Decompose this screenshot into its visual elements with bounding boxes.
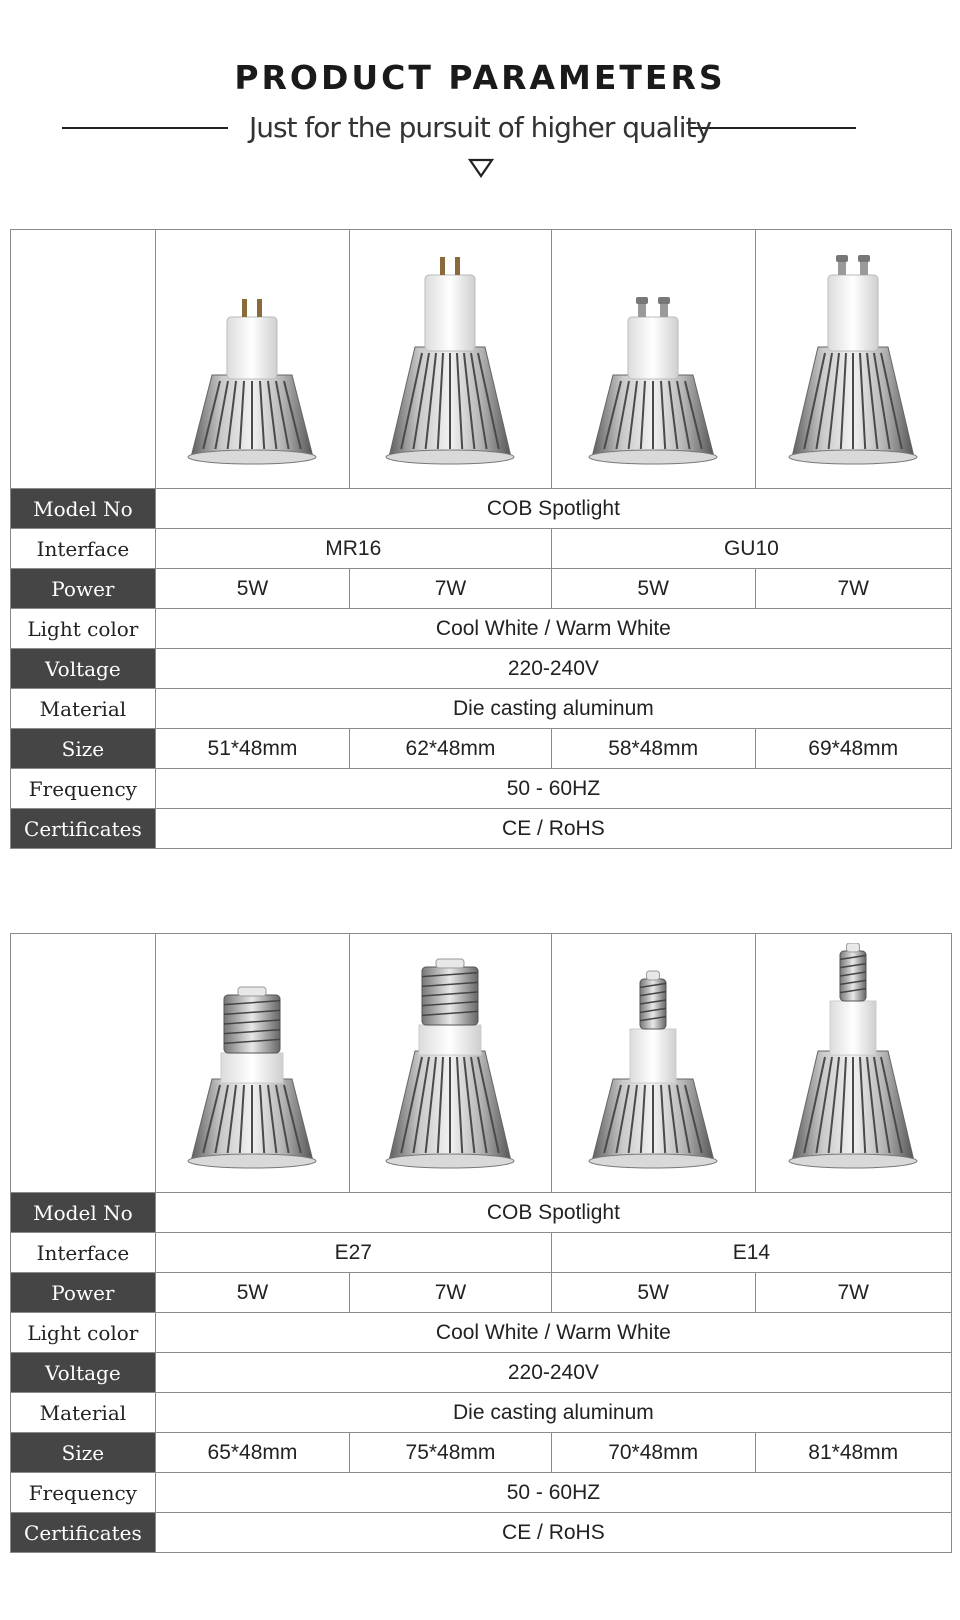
interface-value-e27: E27: [155, 1233, 551, 1273]
material-row: [11, 689, 952, 729]
bulb-image-cell: [350, 934, 552, 1193]
material-label: Material: [11, 1393, 156, 1433]
power-row: [11, 569, 952, 609]
model-no-row: [11, 489, 952, 529]
bulb-rim: [188, 1154, 316, 1168]
contact-tip: [238, 987, 266, 996]
light-color-value: Cool White / Warm White: [155, 1313, 951, 1353]
ceramic-neck: [227, 317, 277, 379]
ceramic-neck: [628, 317, 678, 379]
voltage-row: [11, 1353, 952, 1393]
e27-bulb-image: [177, 943, 327, 1183]
pin-head: [836, 255, 848, 262]
pin: [860, 261, 868, 275]
bulb-image-cell: [551, 934, 755, 1193]
power-value: 7W: [350, 1273, 552, 1313]
power-value: 5W: [155, 569, 349, 609]
light-color-label: Light color: [11, 1313, 156, 1353]
gu10-bulb-image: [578, 239, 728, 479]
mr16-bulb-image: [177, 239, 327, 479]
light-color-value: Cool White / Warm White: [155, 609, 951, 649]
size-value: 58*48mm: [551, 729, 755, 769]
contact-tip: [847, 943, 860, 952]
model-no-label: Model No: [11, 489, 156, 529]
bulb-rim: [386, 1154, 514, 1168]
bulb-image-cell: [155, 230, 349, 489]
size-value: 69*48mm: [755, 729, 952, 769]
subtitle: Just for the pursuit of higher quality: [248, 111, 712, 144]
frequency-value: 50 - 60HZ: [155, 1473, 951, 1513]
bulb-rim: [789, 1154, 917, 1168]
page-title: PRODUCT PARAMETERS: [234, 58, 726, 97]
material-value: Die casting aluminum: [155, 689, 951, 729]
material-value: Die casting aluminum: [155, 1393, 951, 1433]
size-value: 65*48mm: [155, 1433, 349, 1473]
bulb-image-cell: [755, 934, 952, 1193]
bulb-rim: [789, 450, 917, 464]
power-value: 5W: [551, 1273, 755, 1313]
ceramic-neck: [828, 275, 878, 351]
power-label: Power: [11, 569, 156, 609]
e14-bulb-image: [778, 943, 928, 1183]
frequency-row: [11, 1473, 952, 1513]
bulb-rim: [589, 450, 717, 464]
size-row: [11, 1433, 952, 1473]
frequency-row: [11, 769, 952, 809]
size-label: Size: [11, 729, 156, 769]
frequency-label: Frequency: [11, 769, 156, 809]
pin-head: [636, 297, 648, 304]
interface-value-e14: E14: [551, 1233, 951, 1273]
certificates-value: CE / RoHS: [155, 1513, 951, 1553]
model-no-value: COB Spotlight: [155, 1193, 951, 1233]
model-no-row: [11, 1193, 952, 1233]
bulb-image-cell: [155, 934, 349, 1193]
light-color-row: [11, 1313, 952, 1353]
bulb-image-cell: [350, 230, 552, 489]
voltage-value: 220-240V: [155, 1353, 951, 1393]
interface-row: [11, 529, 952, 569]
voltage-label: Voltage: [11, 1353, 156, 1393]
frequency-label: Frequency: [11, 1473, 156, 1513]
e14-bulb-image: [578, 943, 728, 1183]
bulb-rim: [589, 1154, 717, 1168]
pin: [660, 303, 668, 317]
pin: [257, 299, 262, 317]
subtitle-row: [0, 108, 960, 152]
power-value: 7W: [350, 569, 552, 609]
material-label: Material: [11, 689, 156, 729]
interface-label: Interface: [11, 1233, 156, 1273]
size-value: 75*48mm: [350, 1433, 552, 1473]
pin: [242, 299, 247, 317]
power-value: 5W: [551, 569, 755, 609]
pin: [440, 257, 445, 275]
ceramic-collar: [630, 1029, 676, 1083]
model-no-label: Model No: [11, 1193, 156, 1233]
pin: [838, 261, 846, 275]
power-label: Power: [11, 1273, 156, 1313]
empty-corner-cell: [11, 934, 156, 1193]
certificates-label: Certificates: [11, 1513, 156, 1553]
voltage-value: 220-240V: [155, 649, 951, 689]
bulb-image-cell: [755, 230, 952, 489]
interface-label: Interface: [11, 529, 156, 569]
bulb-rim: [386, 450, 514, 464]
contact-tip: [436, 959, 464, 968]
power-value: 7W: [755, 1273, 952, 1313]
interface-value-mr16: MR16: [155, 529, 551, 569]
model-no-value: COB Spotlight: [155, 489, 951, 529]
size-row: [11, 729, 952, 769]
ceramic-collar: [830, 1001, 876, 1055]
voltage-row: [11, 649, 952, 689]
size-value: 51*48mm: [155, 729, 349, 769]
mr16-bulb-image: [375, 239, 525, 479]
size-label: Size: [11, 1433, 156, 1473]
pin: [638, 303, 646, 317]
light-color-row: [11, 609, 952, 649]
ceramic-neck: [425, 275, 475, 351]
contact-tip: [647, 971, 660, 980]
ceramic-collar: [419, 1025, 481, 1055]
certificates-row: [11, 809, 952, 849]
image-row: [11, 230, 952, 489]
certificates-value: CE / RoHS: [155, 809, 951, 849]
pin-head: [658, 297, 670, 304]
frequency-value: 50 - 60HZ: [155, 769, 951, 809]
gu10-bulb-image: [778, 239, 928, 479]
e27-bulb-image: [375, 943, 525, 1183]
size-value: 70*48mm: [551, 1433, 755, 1473]
size-value: 81*48mm: [755, 1433, 952, 1473]
empty-corner-cell: [11, 230, 156, 489]
interface-row: [11, 1233, 952, 1273]
certificates-label: Certificates: [11, 809, 156, 849]
pin-head: [858, 255, 870, 262]
voltage-label: Voltage: [11, 649, 156, 689]
interface-value-gu10: GU10: [551, 529, 951, 569]
power-row: [11, 1273, 952, 1313]
bulb-rim: [188, 450, 316, 464]
triangle-down-icon: [468, 158, 494, 178]
image-row: [11, 934, 952, 1193]
power-value: 7W: [755, 569, 952, 609]
bulb-image-cell: [551, 230, 755, 489]
power-value: 5W: [155, 1273, 349, 1313]
pin: [455, 257, 460, 275]
spec-table-1: [10, 229, 952, 849]
size-value: 62*48mm: [350, 729, 552, 769]
material-row: [11, 1393, 952, 1433]
light-color-label: Light color: [11, 609, 156, 649]
spec-table-2: [10, 933, 952, 1553]
certificates-row: [11, 1513, 952, 1553]
ceramic-collar: [221, 1053, 283, 1083]
